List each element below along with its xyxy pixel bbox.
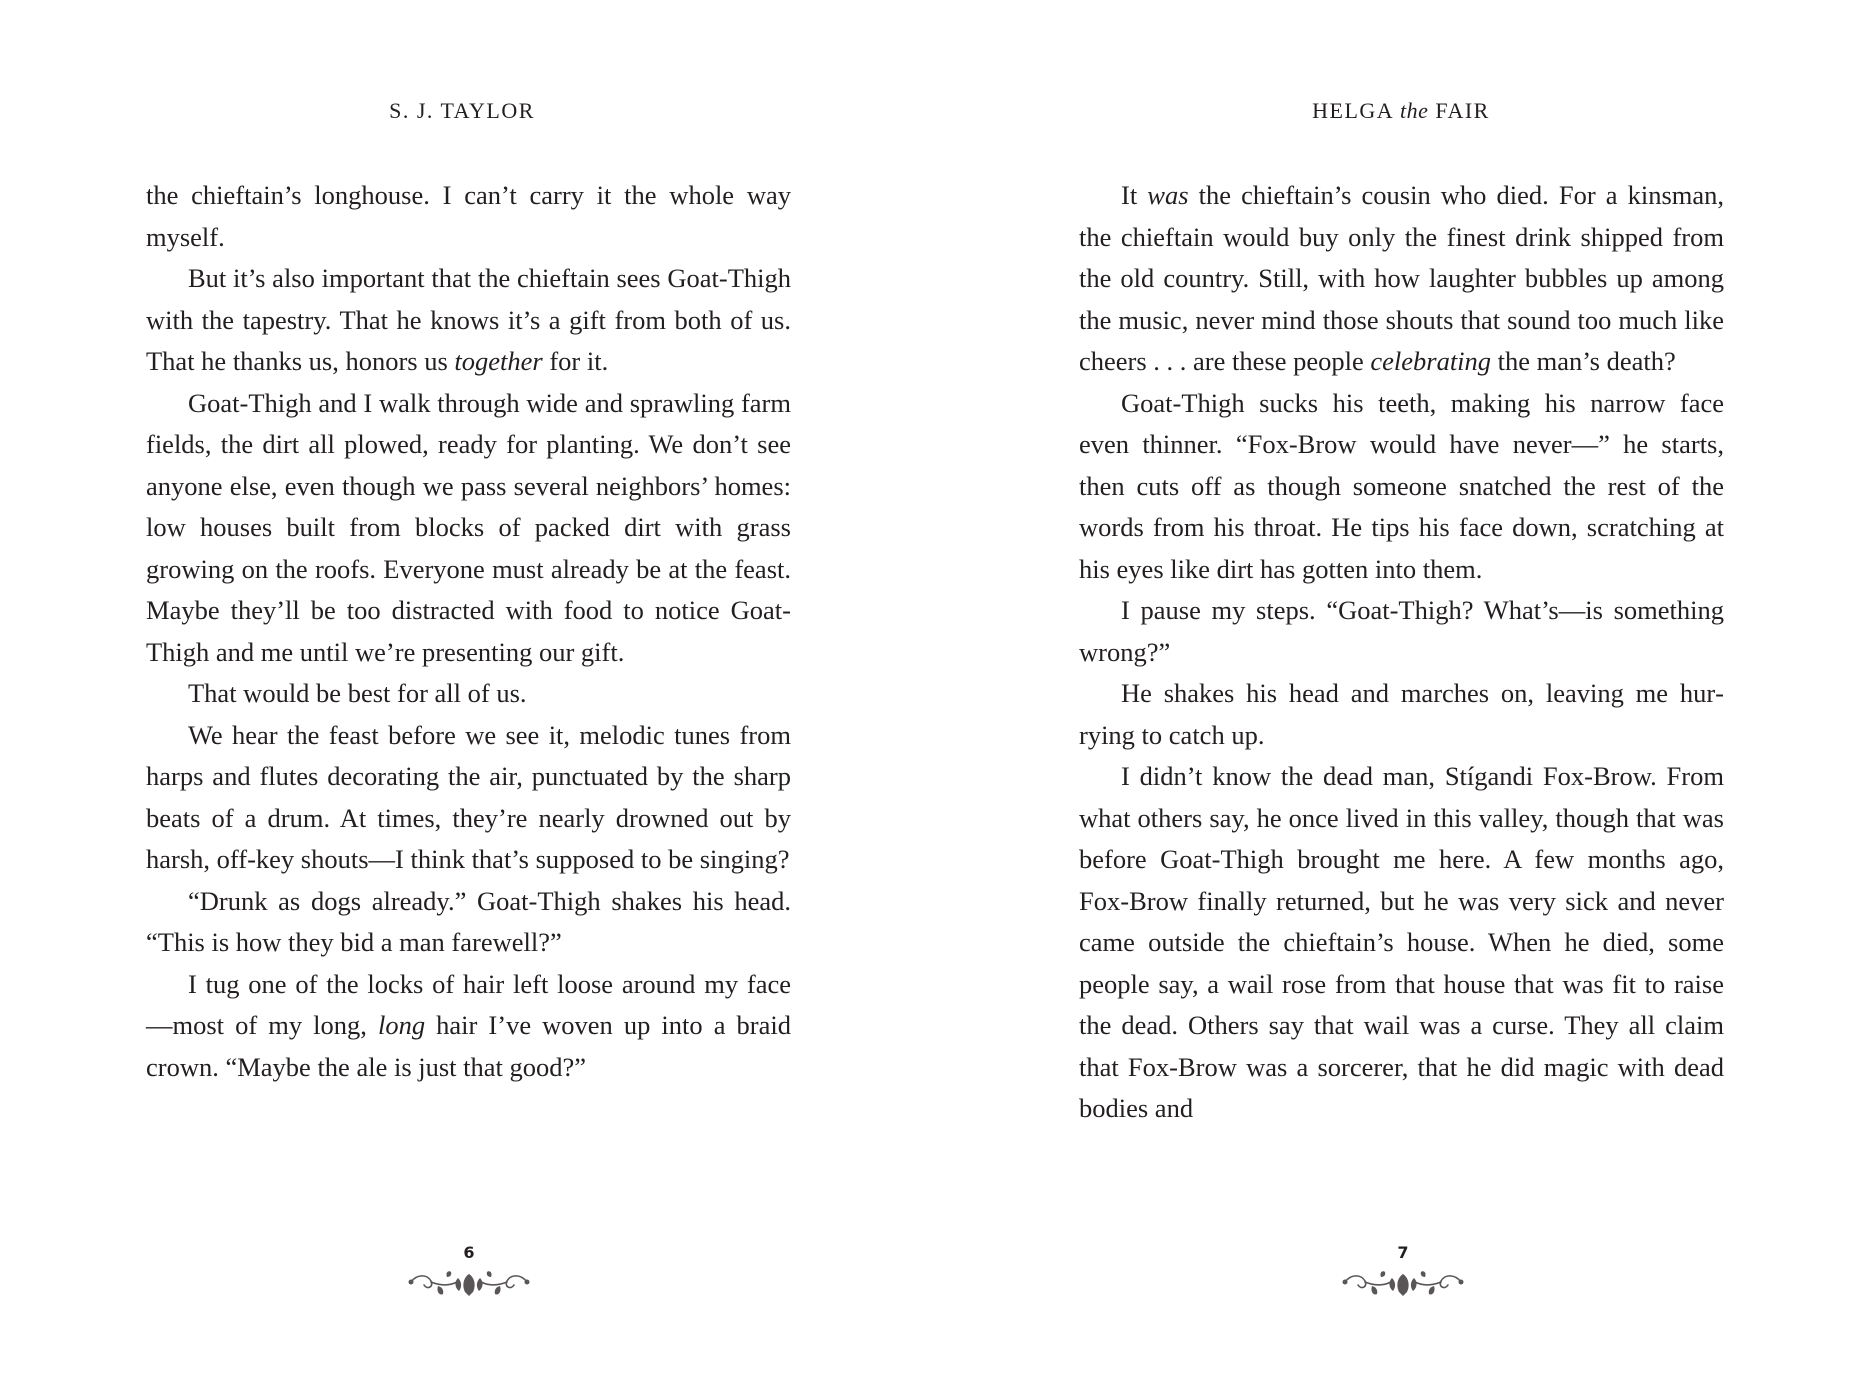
running-head-part: FAIR [1428, 98, 1490, 123]
italic-segment: long [377, 1010, 426, 1040]
text-segment: It [1121, 180, 1148, 210]
text-segment: We hear the feast before we see it, melodic tunes from harps and flutes decorating the air, punctuated by the sharp beats of a drum. At times, they’re nearly drowned out by harsh, off-key shouts—I think that’s supposed to be singing? [146, 719, 791, 874]
right-text-block [1079, 175, 1724, 1130]
floral-vine-ornament-icon [407, 1268, 531, 1298]
page-number: 7 [1397, 1243, 1409, 1262]
paragraph [1079, 590, 1724, 673]
running-head-author: S. J. TAYLOR [389, 98, 535, 123]
text-segment: “Drunk as dogs already.” Goat-Thigh shakes his head. “This is how they bid a man farewell?” [146, 885, 791, 957]
text-segment: But it’s also important that the chieftain sees Goat-Thigh with the tapestry. That he knows it’s a gift from both of us. That he thanks us, honors us [146, 263, 791, 376]
text-segment: the chieftain’s longhouse. I can’t carry it the whole way myself. [146, 180, 791, 252]
paragraph [146, 964, 791, 1089]
text-segment: Goat-Thigh and I walk through wide and sprawling farm fields, the dirt all plowed, ready for planting. We don’t see anyone else, even though we pass several neighbors’ homes: low houses built from blocks of packed dirt with grass growing on the roofs. Everyone must already be at the feast. Maybe they’ll be too distracted with food to notice Goat-Thigh and me until we’re presenting our gift. [146, 387, 791, 667]
paragraph [1079, 175, 1724, 383]
paragraph [146, 715, 791, 881]
page-number: 6 [463, 1243, 475, 1262]
text-segment: He shakes his head and marches on, leaving me hurrying to catch up. [1079, 678, 1724, 750]
left-text-block [146, 175, 791, 1088]
italic-segment: was [1147, 180, 1189, 210]
paragraph [146, 383, 791, 674]
italic-segment: celebrating [1370, 346, 1492, 376]
paragraph [146, 673, 791, 715]
text-segment: the chieftain’s cousin who died. For a kinsman, the chieftain would buy only the finest drink shipped from the old country. Still, with how laughter bubbles up among the music, never mind those shouts that sound too much like cheers . . . are these people [1079, 180, 1725, 376]
paragraph [146, 175, 791, 258]
text-segment: the man’s death? [1491, 346, 1676, 376]
running-head-title [1201, 98, 1601, 124]
text-segment: That would be best for all of us. [188, 678, 527, 708]
paragraph [146, 881, 791, 964]
text-segment: I didn’t know the dead man, Stígandi Fox-Brow. From what others say, he once lived in this valley, though that was before Goat-Thigh brought me here. A few months ago, Fox-Brow finally returned, but he was very sick and never came outside the chieftain’s house. When he died, some people say, a wail rose from that house that was fit to raise the dead. Others say that wail was a curse. They all claim that Fox-Brow was a sorcerer, that he did magic with dead bodies and [1079, 761, 1724, 1123]
floral-vine-ornament-icon [1341, 1268, 1465, 1298]
paragraph [1079, 673, 1724, 756]
paragraph [1079, 383, 1724, 591]
running-head-part: HELGA [1312, 98, 1400, 123]
text-segment: for it. [542, 346, 609, 376]
italic-segment: together [454, 346, 543, 376]
paragraph [146, 258, 791, 383]
text-segment: I pause my steps. “Goat-Thigh? What’s—is something wrong?” [1079, 595, 1724, 667]
text-segment: I tug one of the locks of hair left loose around my face—most of my long, [146, 968, 791, 1040]
text-segment: hair I’ve woven up into a braid crown. “Maybe the ale is just that good?” [146, 1010, 791, 1082]
running-head-italic: the [1399, 98, 1429, 123]
text-segment: Goat-Thigh sucks his teeth, making his narrow face even thinner. “Fox-Brow would have never—” he starts, then cuts off as though someone snatched the rest of the words from his throat. He tips his face down, scratching at his eyes like dirt has gotten into them. [1079, 387, 1724, 584]
right-page [926, 0, 1852, 1399]
paragraph [1079, 756, 1724, 1130]
